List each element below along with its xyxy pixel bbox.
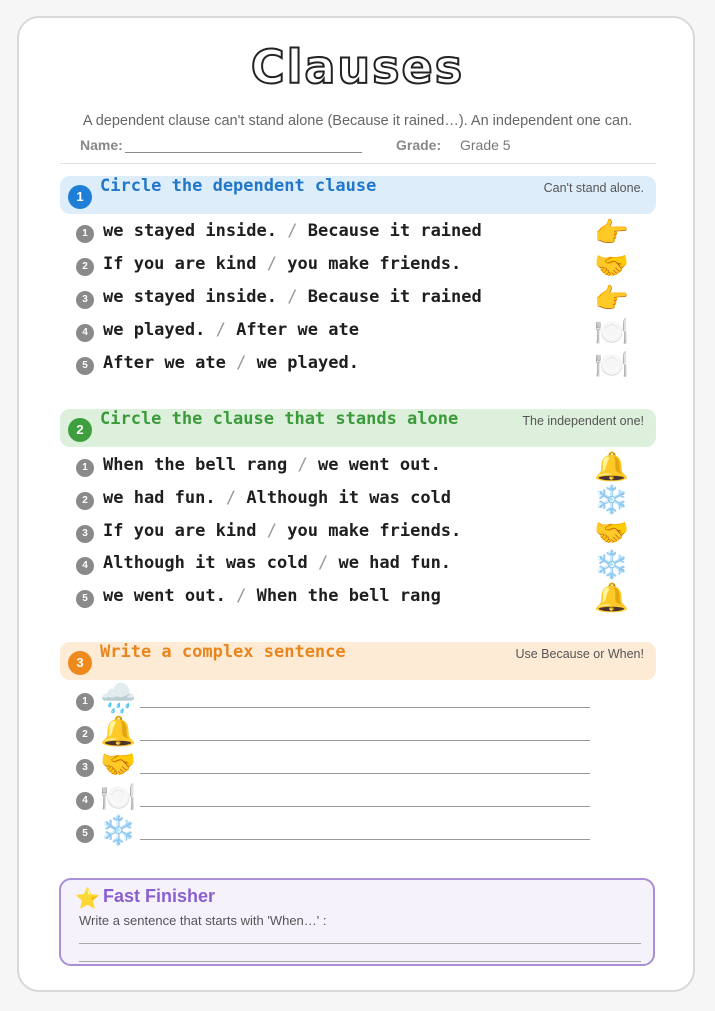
exercise-item — [76, 348, 636, 381]
section-3-header — [60, 642, 656, 680]
item-sentence — [103, 586, 441, 606]
item-sentence — [103, 353, 359, 373]
clause-option[interactable]: Because it rained — [307, 221, 482, 241]
clause-separator: / — [266, 521, 278, 541]
writing-item — [76, 681, 596, 719]
clause-option[interactable]: we had fun. — [338, 553, 452, 573]
exercise-item — [76, 315, 636, 348]
fast-finisher-title: Fast Finisher — [103, 886, 216, 906]
clause-option[interactable]: Although it was cold — [246, 488, 452, 508]
item-sentence — [103, 254, 461, 274]
exercise-item — [76, 282, 636, 315]
fast-finisher-prompt: Write a sentence that starts with 'When…' : — [79, 913, 327, 928]
exercise-item — [76, 216, 636, 249]
item-number: 5 — [76, 590, 94, 608]
section-1-header — [60, 176, 656, 214]
exercise-item — [76, 483, 636, 516]
pointing-hand-icon: 👉 — [594, 216, 629, 249]
header-divider — [60, 163, 656, 164]
section-hint: Can't stand alone. — [543, 181, 644, 195]
clause-separator: / — [225, 488, 237, 508]
item-number: 2 — [76, 258, 94, 276]
clause-separator: / — [317, 553, 329, 573]
answer-line[interactable] — [140, 773, 590, 774]
exercise-item — [76, 548, 636, 581]
grade-label: Grade: — [396, 137, 442, 153]
section-title: Write a complex sentence — [100, 642, 346, 662]
clause-option[interactable]: we played. — [256, 353, 359, 373]
item-sentence — [103, 455, 441, 475]
bell-icon: 🔔 — [594, 450, 629, 483]
clause-separator: / — [266, 254, 278, 274]
item-sentence — [103, 553, 451, 573]
item-number: 3 — [76, 759, 94, 777]
item-sentence — [103, 320, 359, 340]
clause-separator: / — [287, 287, 298, 307]
item-sentence — [103, 221, 482, 241]
answer-line[interactable] — [140, 740, 590, 741]
item-sentence — [103, 488, 451, 508]
bell-icon: 🔔 — [594, 581, 629, 614]
clause-separator: / — [215, 320, 226, 340]
section-hint: Use Because or When! — [515, 647, 644, 661]
clause-separator: / — [297, 455, 308, 475]
item-number: 3 — [76, 525, 94, 543]
item-number: 3 — [76, 291, 94, 309]
section-number: 1 — [68, 185, 92, 209]
item-number: 2 — [76, 492, 94, 510]
item-number: 4 — [76, 324, 94, 342]
answer-line[interactable] — [140, 839, 590, 840]
snowflake-icon: ❄️ — [594, 483, 629, 516]
name-grade-row — [80, 137, 511, 153]
grade-value: Grade 5 — [460, 137, 511, 153]
section-title: Circle the dependent clause — [100, 176, 377, 196]
plate-cutlery-icon: 🍽️ — [100, 780, 137, 814]
clause-separator: / — [287, 221, 298, 241]
handshake-icon: 🤝 — [100, 747, 137, 781]
exercise-item — [76, 249, 636, 282]
clause-option[interactable]: If you are kind — [103, 521, 257, 541]
section-number: 3 — [68, 651, 92, 675]
item-number: 4 — [76, 792, 94, 810]
plate-cutlery-icon: 🍽️ — [594, 315, 629, 348]
clause-option[interactable]: you make friends. — [287, 521, 462, 541]
clause-option[interactable]: Because it rained — [307, 287, 482, 307]
item-number: 5 — [76, 357, 94, 375]
item-sentence — [103, 287, 482, 307]
clause-option[interactable]: we had fun. — [103, 488, 216, 508]
name-label: Name: — [80, 137, 123, 153]
section-hint: The independent one! — [522, 414, 644, 428]
item-sentence — [103, 521, 461, 541]
page-title: Clauses — [250, 40, 465, 94]
clause-option[interactable]: When the bell rang — [256, 586, 441, 606]
clause-option[interactable]: After we ate — [236, 320, 359, 340]
clause-option[interactable]: we stayed inside. — [103, 221, 277, 241]
star-icon: ⭐ — [75, 886, 100, 910]
clause-option[interactable]: After we ate — [103, 353, 226, 373]
answer-line[interactable] — [79, 943, 641, 944]
bell-icon: 🔔 — [100, 714, 137, 748]
item-number: 5 — [76, 825, 94, 843]
writing-item — [76, 747, 596, 785]
fast-finisher-box — [59, 878, 655, 966]
item-number: 4 — [76, 557, 94, 575]
writing-item — [76, 714, 596, 752]
snowflake-icon: ❄️ — [100, 813, 137, 847]
clause-option[interactable]: we went out. — [103, 586, 226, 606]
pointing-hand-icon: 👉 — [594, 282, 629, 315]
item-number: 1 — [76, 693, 94, 711]
section-title: Circle the clause that stands alone — [100, 409, 459, 429]
section-number: 2 — [68, 418, 92, 442]
clause-option[interactable]: we stayed inside. — [103, 287, 277, 307]
answer-line[interactable] — [140, 707, 590, 708]
rain-cloud-icon: 🌧️ — [100, 681, 137, 715]
clause-option[interactable]: we played. — [103, 320, 206, 340]
section-2-header — [60, 409, 656, 447]
clause-option[interactable]: we went out. — [317, 455, 441, 475]
intro-text: A dependent clause can't stand alone (Because it rained…). An independent one can. — [82, 113, 633, 129]
snowflake-icon: ❄️ — [594, 548, 629, 581]
writing-item — [76, 780, 596, 818]
item-number: 1 — [76, 225, 94, 243]
item-number: 2 — [76, 726, 94, 744]
clause-option[interactable]: If you are kind — [103, 254, 257, 274]
answer-line[interactable] — [79, 961, 641, 962]
clause-option[interactable]: Although it was cold — [103, 553, 308, 573]
clause-option[interactable]: When the bell rang — [103, 455, 288, 475]
item-number: 1 — [76, 459, 94, 477]
answer-line[interactable] — [140, 806, 590, 807]
exercise-item — [76, 450, 636, 483]
handshake-icon: 🤝 — [594, 516, 629, 549]
clause-separator: / — [236, 353, 247, 373]
plate-cutlery-icon: 🍽️ — [594, 348, 629, 381]
clause-option[interactable]: you make friends. — [287, 254, 462, 274]
handshake-icon: 🤝 — [594, 249, 629, 282]
exercise-item — [76, 581, 636, 614]
clause-separator: / — [236, 586, 247, 606]
exercise-item — [76, 516, 636, 549]
writing-item — [76, 813, 596, 851]
name-field[interactable] — [125, 138, 362, 153]
